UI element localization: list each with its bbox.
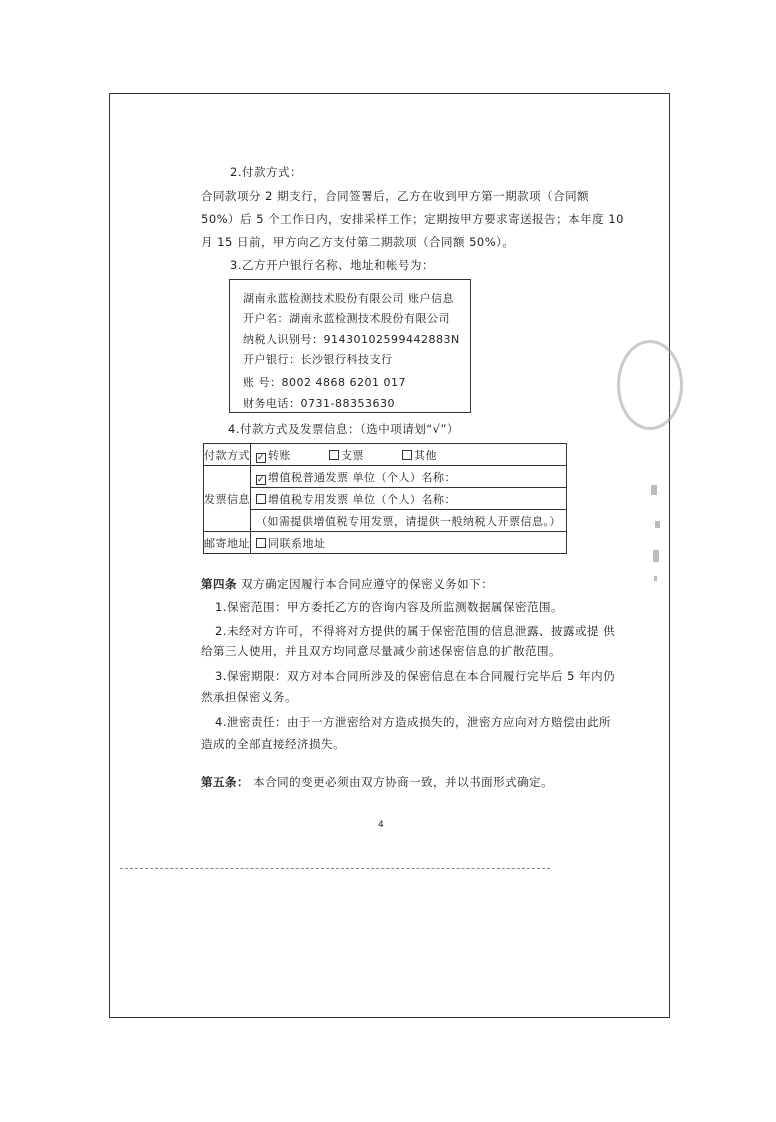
option-label: 转账 [268, 448, 291, 462]
article-4-heading-text: 双方确定因履行本合同应遵守的保密义务如下： [237, 577, 494, 591]
option-label: 其他 [414, 448, 437, 462]
checkbox-checked-icon[interactable]: ✓ [257, 474, 266, 485]
finance-phone: 财务电话：0731-88353630 [243, 397, 395, 410]
invoice-heading: 4.付款方式及发票信息：（选中项请划“√”） [228, 422, 459, 436]
edge-mark [655, 521, 660, 528]
article-5-text: 本合同的变更必须由双方协商一致，并以书面形式确定。 [249, 775, 554, 789]
account-number: 账 号：8002 4868 6201 017 [243, 376, 406, 389]
payment-method-label: 付款方式 [204, 444, 251, 466]
article-5-label: 第五条： [201, 775, 249, 789]
payment-paragraph-line: 合同款项分 2 期支行，合同签署后，乙方在收到甲方第一期款项（合同额 [201, 189, 590, 203]
bank-name: 开户银行：长沙银行科技支行 [243, 353, 393, 366]
option-transfer[interactable] [256, 447, 291, 463]
invoice-info-label: 发票信息 [204, 466, 251, 532]
checkbox-icon[interactable] [256, 538, 266, 548]
invoice-table [203, 443, 567, 554]
article-4-heading [201, 577, 493, 591]
article-4-item-2-cont: 给第三人使用，并且双方均同意尽量减少前述保密信息的扩散范围。 [201, 644, 561, 658]
article-4-item-4: 4.泄密责任：由于一方泄密给对方造成损失的，泄密方应向对方赔偿由此所 [215, 715, 611, 729]
seal-stamp-icon [617, 340, 683, 430]
payment-paragraph-line: 月 15 日前，甲方向乙方支付第二期款项（合同额 50%）。 [201, 235, 515, 249]
article-4-label: 第四条 [201, 577, 237, 591]
invoice-general-label: 增值税普通发票 单位（个人）名称： [268, 470, 456, 484]
edge-mark [653, 550, 659, 562]
article-5 [201, 775, 553, 789]
option-cheque[interactable] [329, 447, 364, 463]
table-row [204, 532, 567, 554]
bank-heading: 3.乙方开户银行名称、地址和帐号为： [230, 258, 434, 272]
table-row [204, 510, 567, 532]
bank-info-box [229, 279, 471, 413]
option-other[interactable] [402, 447, 437, 463]
mail-address-label: 邮寄地址 [204, 532, 251, 554]
checkbox-icon[interactable] [256, 494, 266, 504]
bank-box-title: 湖南永蓝检测技术股份有限公司 账户信息 [243, 292, 454, 305]
payment-method-options [251, 444, 567, 466]
tax-id: 纳税人识别号：91430102599442883N [243, 333, 460, 346]
page-number: 4 [378, 820, 385, 830]
table-row [204, 444, 567, 466]
checkbox-icon[interactable] [329, 450, 339, 460]
article-4-item-4-cont: 造成的全部直接经济损失。 [201, 737, 345, 751]
payment-heading: 2.付款方式： [230, 165, 302, 179]
checkbox-checked-icon[interactable]: ✓ [257, 452, 266, 463]
edge-mark [651, 485, 657, 495]
article-4-item-1: 1.保密范围：甲方委托乙方的咨询内容及所监测数据属保密范围。 [215, 600, 563, 614]
account-name: 开户名：湖南永蓝检测技术股份有限公司 [243, 312, 450, 325]
scan-divider [120, 868, 550, 869]
payment-paragraph-line: 50%）后 5 个工作日内，安排采样工作；定期按甲方要求寄送报告；本年度 10 [201, 212, 624, 226]
page-frame [109, 93, 670, 1018]
table-row [204, 466, 567, 488]
edge-mark [654, 576, 657, 581]
article-4-item-3: 3.保密期限：双方对本合同所涉及的保密信息在本合同履行完毕后 5 年内仍 [215, 669, 616, 683]
invoice-general[interactable] [251, 466, 567, 488]
mail-same-label: 同联系地址 [268, 536, 326, 550]
article-4-item-2: 2.未经对方许可，不得将对方提供的属于保密范围的信息泄露、披露或提 供 [215, 624, 616, 638]
invoice-special[interactable] [251, 488, 567, 510]
article-4-item-3-cont: 然承担保密义务。 [201, 690, 297, 704]
mail-same-option[interactable] [251, 532, 567, 554]
invoice-note: （如需提供增值税专用发票，请提供一般纳税人开票信息。） [251, 510, 567, 532]
table-row [204, 488, 567, 510]
invoice-special-label: 增值税专用发票 单位（个人）名称： [268, 492, 456, 506]
option-label: 支票 [341, 448, 364, 462]
checkbox-icon[interactable] [402, 450, 412, 460]
